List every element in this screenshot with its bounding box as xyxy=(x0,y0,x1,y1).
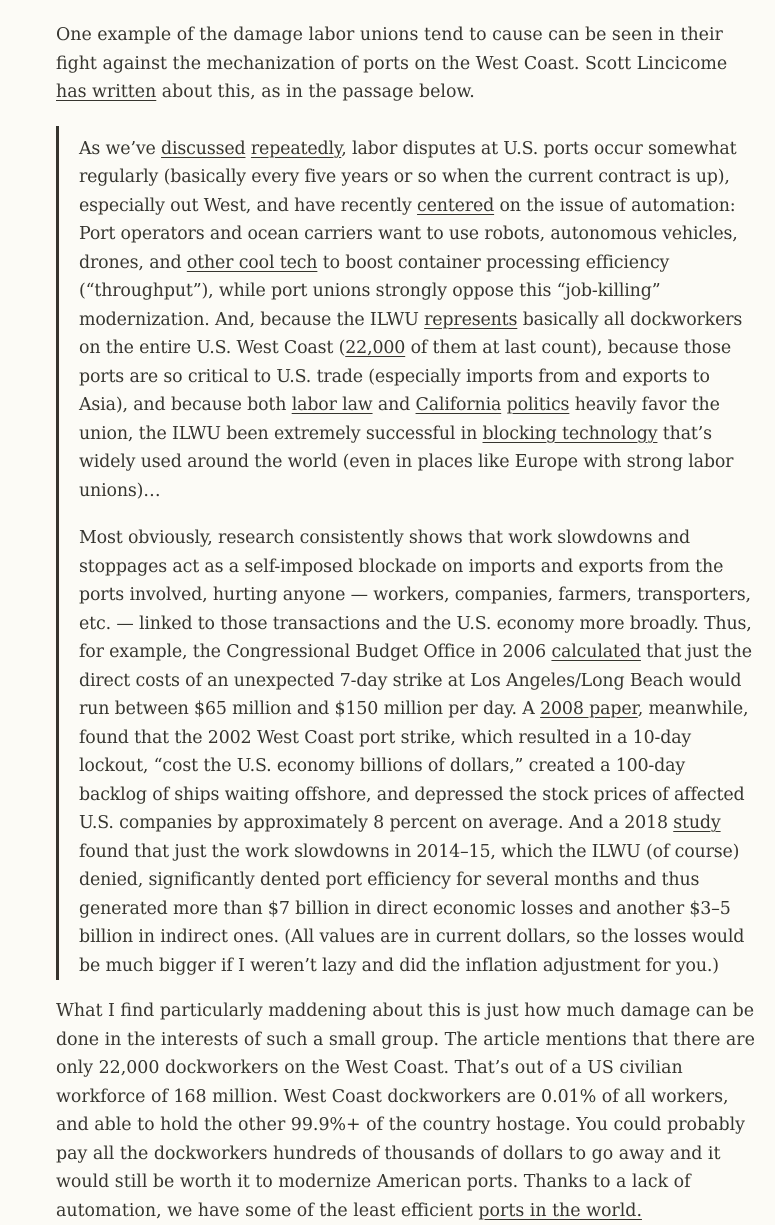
quote-text: As we’ve xyxy=(79,138,162,159)
quote-text: , meanwhile, found that the 2002 West Coast port strike, which resulted in a 10-day lockout, “cost the U.S. economy billions of dollars,” created a 100-day backlog of ships waiting offshore, and depressed the stock prices of affected U.S. companies by approximately 8 percent on average. And a 2018 xyxy=(79,699,749,833)
quote-text: basically all dockworkers on the entire U.S. West Coast ( xyxy=(79,309,743,358)
link-study[interactable]: study xyxy=(673,813,721,833)
quote-paragraph-1 xyxy=(79,135,755,506)
quote-block xyxy=(56,126,755,981)
link-california[interactable]: California xyxy=(415,395,502,415)
link-represents[interactable]: represents xyxy=(424,309,518,330)
quote-text: heavily favor the union, the ILWU been extremely successful in xyxy=(79,395,720,444)
outro-text: What I find particularly maddening about this is just how much damage can be done in the interests of such a small group. The article mentions that there are only 22,000 dockworkers on the West Coast. That’s out of a US civilian workforce of 168 million. West Coast dockworkers are 0.01% of all workers, and able to hold the other 99.9%+ of the country hostage. You could probably pay all the dockworkers hundreds of thousands of dollars to go away and it would still be worth it to modernize American ports. Thanks to a lack of automation, we have some of the least efficient xyxy=(56,1001,755,1221)
link-centered[interactable]: centered xyxy=(417,195,495,216)
quote-text: on the issue of automation: Port operators and ocean carriers want to use robots, autonomous vehicles, drones, and xyxy=(79,195,738,273)
outro-paragraph xyxy=(56,997,755,1225)
link-blocking-technology[interactable]: blocking technology xyxy=(482,423,658,444)
link-repeatedly[interactable]: repeatedly xyxy=(250,138,342,159)
quote-text: of them at last count), because those ports are so critical to U.S. trade (especially imports from and exports to Asia), and because both xyxy=(79,338,731,415)
link-calculated[interactable]: calculated xyxy=(551,642,641,662)
quote-paragraph-2 xyxy=(79,524,755,980)
link-politics[interactable]: politics xyxy=(506,395,570,415)
quote-text: that just the direct costs of an unexpected 7-day strike at Los Angeles/Long Beach would run between $65 million and $150 million per day. A xyxy=(79,642,752,719)
quote-text: Most obviously, research consistently shows that work slowdowns and stoppages act as a self-imposed blockade on imports and exports from the ports involved, hurting anyone — workers, companies, farmers, transporters, etc. — linked to those transactions and the U.S. economy more broadly. Thus, for example, the Congressional Budget Office in 2006 xyxy=(79,528,752,662)
link-has-written[interactable]: has written xyxy=(56,82,157,102)
link-ports-in-the-world[interactable]: ports in the world. xyxy=(478,1200,642,1221)
link-2008-paper[interactable]: 2008 paper xyxy=(540,699,638,719)
link-other-cool-tech[interactable]: other cool tech xyxy=(186,252,318,273)
quote-text: , labor disputes at U.S. ports occur somewhat regularly (basically every five years or so when the current contract is up), especially out West, and have recently xyxy=(79,138,737,216)
intro-text: about this, as in the passage below. xyxy=(156,82,475,102)
quote-text: found that just the work slowdowns in 2014–15, which the ILWU (of course) denied, significantly dented port efficiency for several months and thus generated more than $7 billion in direct economic losses and another $3–5 billion in indirect ones. (All values are in current dollars, so the losses would be much bigger if I weren’t lazy and did the inflation adjustment for you.) xyxy=(79,841,745,976)
link-discussed[interactable]: discussed xyxy=(161,138,246,159)
intro-text: One example of the damage labor unions tend to cause can be seen in their fight against the mechanization of ports on the West Coast. Scott Lincicome xyxy=(56,25,728,74)
link-22000[interactable]: 22,000 xyxy=(345,338,406,358)
quote-text: to boost container processing efficiency (“throughput”), while port unions strongly oppose this “job-killing” modernization. And, because the ILWU xyxy=(79,252,670,330)
intro-paragraph xyxy=(56,21,755,107)
quote-text: and xyxy=(372,395,416,415)
link-labor-law[interactable]: labor law xyxy=(291,395,373,415)
quote-text: that’s widely used around the world (even in places like Europe with strong labor unions)… xyxy=(79,423,734,501)
